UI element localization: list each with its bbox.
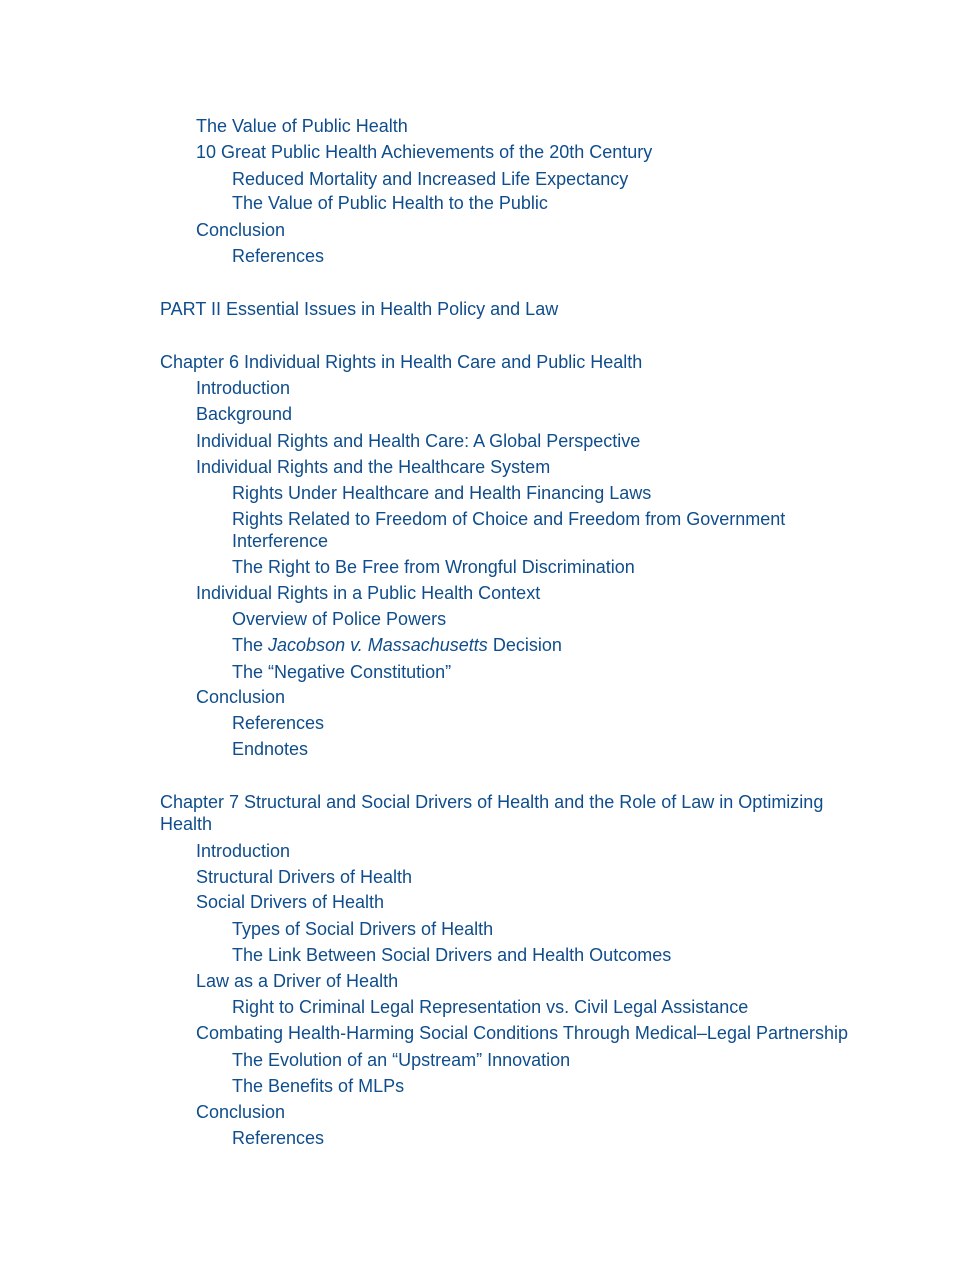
toc-ch6-jacobson-decision[interactable] bbox=[232, 634, 832, 656]
toc-ch6-negative-constitution[interactable]: The “Negative Constitution” bbox=[232, 662, 452, 682]
toc-ch7-introduction[interactable]: Introduction bbox=[196, 841, 291, 861]
toc-ch6-background[interactable]: Background bbox=[196, 404, 293, 424]
toc-ch7-conclusion[interactable]: Conclusion bbox=[196, 1102, 286, 1122]
toc-ch7-social-drivers[interactable]: Social Drivers of Health bbox=[196, 892, 385, 912]
toc-ch7-structural-drivers[interactable]: Structural Drivers of Health bbox=[196, 867, 413, 887]
toc-ch6-endnotes[interactable]: Endnotes bbox=[232, 739, 309, 759]
jacobson-case-name: Jacobson v. Massachusetts bbox=[268, 635, 488, 655]
toc-ch7-link-social-drivers-outcomes[interactable]: The Link Between Social Drivers and Health Outcomes bbox=[232, 945, 672, 965]
toc-ch7-medical-legal-partnership[interactable]: Combating Health-Harming Social Conditions Through Medical–Legal Partnership bbox=[196, 1023, 849, 1043]
toc-chapter-7-heading[interactable]: Chapter 7 Structural and Social Drivers of Health and the Role of Law in Optimizing Health bbox=[160, 792, 824, 834]
toc-ch7-benefits-of-mlps[interactable]: The Benefits of MLPs bbox=[232, 1076, 405, 1096]
toc-part-2-heading[interactable]: PART II Essential Issues in Health Policy and Law bbox=[160, 299, 559, 319]
toc-ch7-references[interactable]: References bbox=[232, 1128, 325, 1148]
toc-chapter-6-heading[interactable]: Chapter 6 Individual Rights in Health Care and Public Health bbox=[160, 352, 643, 372]
toc-ch6-healthcare-system[interactable]: Individual Rights and the Healthcare System bbox=[196, 457, 551, 477]
toc-ch6-global-perspective[interactable]: Individual Rights and Health Care: A Global Perspective bbox=[196, 431, 641, 451]
toc-ch7-legal-representation[interactable]: Right to Criminal Legal Representation vs. Civil Legal Assistance bbox=[232, 997, 749, 1017]
toc-entry-great-achievements[interactable]: 10 Great Public Health Achievements of the 20th Century bbox=[196, 142, 653, 162]
toc-ch7-upstream-innovation[interactable]: The Evolution of an “Upstream” Innovation bbox=[232, 1050, 571, 1070]
toc-ch7-law-as-driver[interactable]: Law as a Driver of Health bbox=[196, 971, 399, 991]
toc-ch6-police-powers[interactable]: Overview of Police Powers bbox=[232, 609, 447, 629]
toc-ch6-references[interactable]: References bbox=[232, 713, 325, 733]
toc-ch7-types-of-social-drivers[interactable]: Types of Social Drivers of Health bbox=[232, 919, 494, 939]
toc-ch6-financing-laws[interactable]: Rights Under Healthcare and Health Financing Laws bbox=[232, 483, 652, 503]
toc-ch6-wrongful-discrimination[interactable]: The Right to Be Free from Wrongful Discrimination bbox=[232, 557, 635, 577]
toc-ch6-conclusion[interactable]: Conclusion bbox=[196, 687, 286, 707]
toc-entry-value-of-public-health[interactable]: The Value of Public Health bbox=[196, 116, 408, 136]
toc-entry-reduced-mortality[interactable]: Reduced Mortality and Increased Life Expectancy bbox=[232, 169, 629, 189]
toc-entry-value-to-public[interactable]: The Value of Public Health to the Public bbox=[232, 193, 548, 213]
jacobson-suffix-text: Decision bbox=[487, 635, 562, 655]
toc-entry-conclusion[interactable]: Conclusion bbox=[196, 220, 286, 240]
toc-ch6-freedom-of-choice[interactable]: Rights Related to Freedom of Choice and Freedom from Government Interference bbox=[232, 509, 786, 551]
toc-ch6-public-health-context[interactable]: Individual Rights in a Public Health Context bbox=[196, 583, 541, 603]
jacobson-prefix-text: The bbox=[232, 635, 269, 655]
toc-entry-references[interactable]: References bbox=[232, 246, 325, 266]
toc-ch6-introduction[interactable]: Introduction bbox=[196, 378, 291, 398]
